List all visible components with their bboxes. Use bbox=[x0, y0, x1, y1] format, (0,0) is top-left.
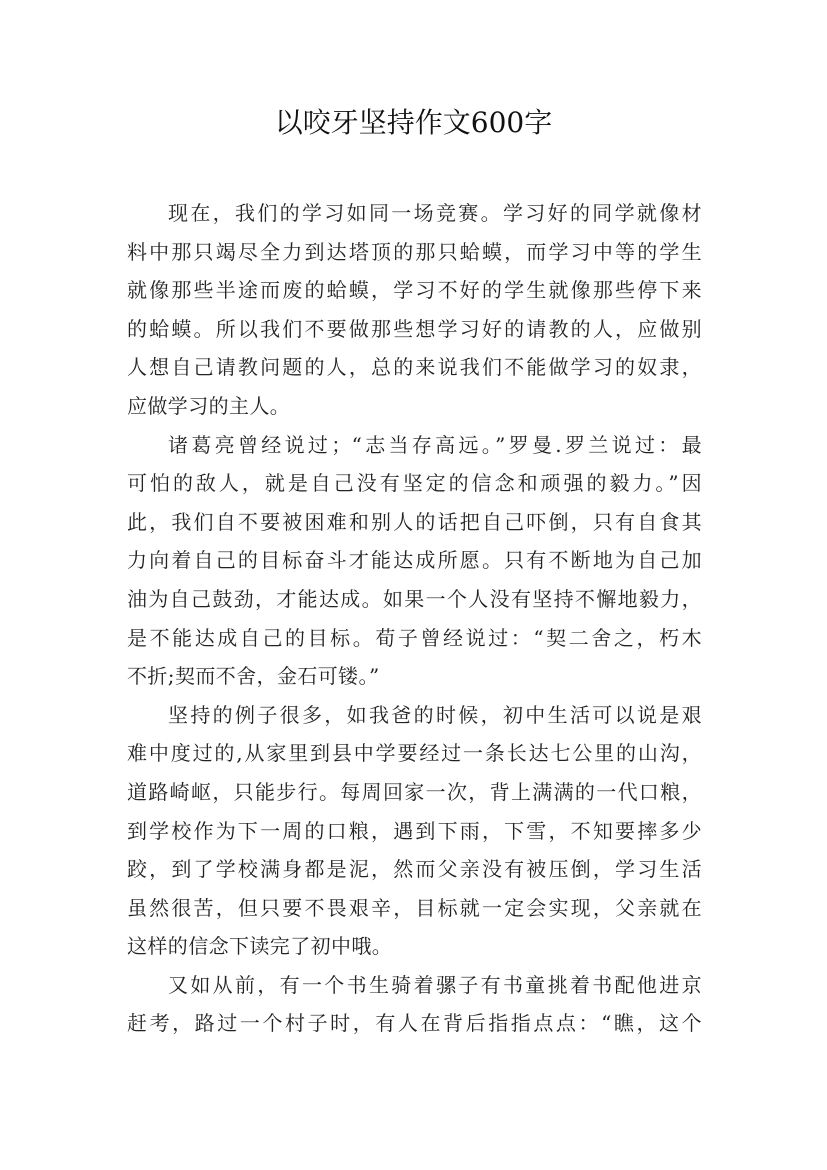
paragraph-line: 现在，我们的学习如同一场竞赛。学习好的同学就像材 bbox=[168, 201, 702, 225]
document-title: 以咬牙坚持作文600字 bbox=[274, 106, 553, 139]
paragraph-line: 就像那些半途而废的蛤蟆，学习不好的学生就像那些停下来 bbox=[127, 278, 702, 303]
paragraph-line: 料中那只竭尽全力到达塔顶的那只蛤蟆，而学习中等的学生 bbox=[127, 239, 702, 264]
paragraph-line: 虽然很苦，但只要不畏艰辛，目标就一定会实现，父亲就在 bbox=[127, 895, 702, 920]
paragraph-line: 难中度过的,从家里到县中学要经过一条长达七公里的山沟， bbox=[127, 741, 702, 766]
document-body bbox=[127, 194, 702, 1043]
paragraph-line: 跤，到了学校满身都是泥，然而父亲没有被压倒，学习生活 bbox=[127, 857, 702, 882]
paragraph-line: 坚持的例子很多，如我爸的时候，初中生活可以说是艰 bbox=[168, 702, 702, 727]
paragraph-line: 赶考，路过一个村子时，有人在背后指指点点：“瞧，这个 bbox=[127, 1011, 702, 1036]
paragraph-line: 又如从前，有一个书生骑着骡子有书童挑着书配他进京 bbox=[168, 972, 702, 997]
paragraph-line: 到学校作为下一周的口粮，遇到下雨，下雪，不知要摔多少 bbox=[127, 818, 702, 843]
paragraph-line: 力向着自己的目标奋斗才能达成所愿。只有不断地为自己加 bbox=[127, 548, 702, 573]
paragraph-line: 油为自己鼓劲，才能达成。如果一个人没有坚持不懈地毅力， bbox=[127, 586, 702, 611]
paragraph-line: 这样的信念下读完了初中哦。 bbox=[127, 934, 393, 959]
paragraph-line: 可怕的敌人，就是自己没有坚定的信念和顽强的毅力。”因 bbox=[127, 471, 702, 496]
paragraph-line: 应做学习的主人。 bbox=[127, 393, 291, 418]
paragraph-line: 人想自己请教问题的人，总的来说我们不能做学习的奴隶， bbox=[127, 355, 702, 380]
paragraph-line: 诸葛亮曾经说过；“志当存高远。”罗曼.罗兰说过：最 bbox=[168, 432, 702, 457]
paragraph-line: 是不能达成自己的目标。荀子曾经说过：“契二舍之，朽木 bbox=[127, 625, 702, 650]
paragraph-line: 不折;契而不舍，金石可镂。” bbox=[127, 664, 380, 689]
paragraph-line: 此，我们自不要被困难和别人的话把自己吓倒，只有自食其 bbox=[127, 509, 702, 534]
paragraph-line: 道路崎岖，只能步行。每周回家一次，背上满满的一代口粮， bbox=[127, 779, 702, 804]
paragraph-line: 的蛤蟆。所以我们不要做那些想学习好的请教的人，应做别 bbox=[127, 316, 702, 341]
